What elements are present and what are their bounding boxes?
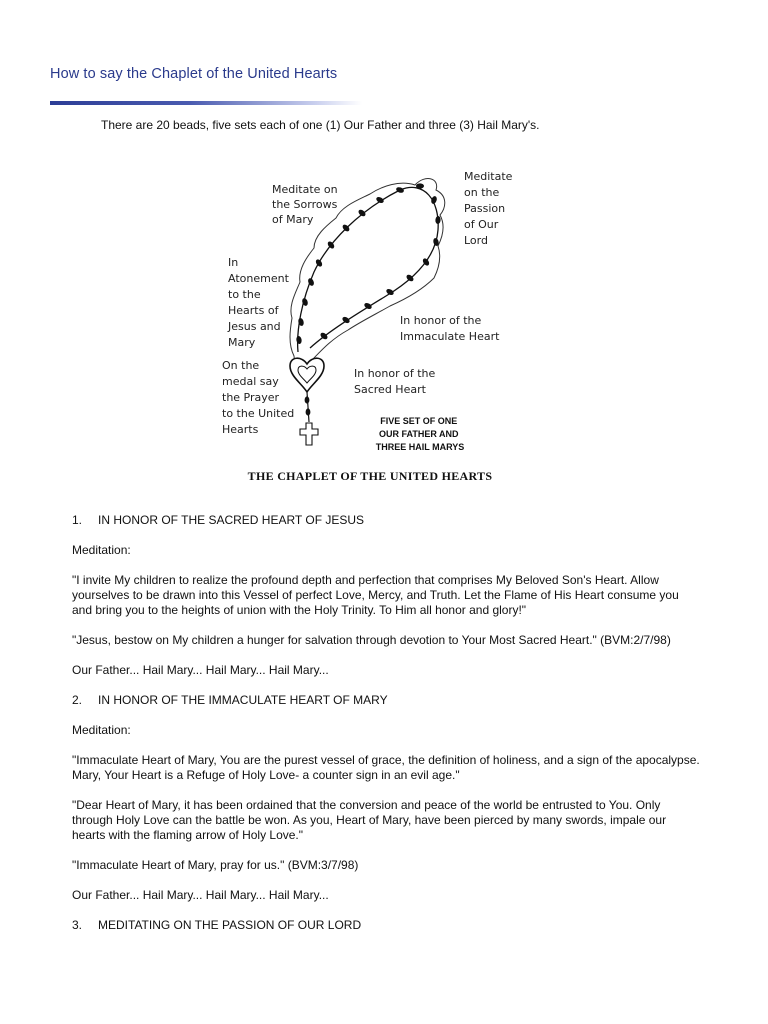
intro-text: There are 20 beads, five sets each of one (1) Our Father and three (3) Hail Mary's. bbox=[101, 118, 540, 132]
section-heading bbox=[72, 513, 702, 528]
section-number: 2. bbox=[72, 693, 83, 707]
section-title: MEDITATING ON THE PASSION OF OUR LORD bbox=[98, 918, 362, 932]
chaplet-content bbox=[72, 513, 702, 948]
meditation-label: Meditation: bbox=[72, 723, 131, 737]
bead bbox=[315, 258, 324, 268]
meditation-label: Meditation: bbox=[72, 543, 131, 557]
section-heading bbox=[72, 693, 702, 708]
meditation-quote: "Jesus, bestow on My children a hunger for salvation through devotion to Your Most Sacred Heart." (BVM:2/7/98) bbox=[72, 633, 671, 647]
bead bbox=[435, 216, 441, 224]
bead bbox=[395, 186, 404, 194]
label-immaculate: In honor of the Immaculate Heart bbox=[400, 314, 500, 343]
section-title: IN HONOR OF THE SACRED HEART OF JESUS bbox=[98, 513, 365, 527]
bead bbox=[305, 396, 310, 403]
rosary-string bbox=[298, 187, 439, 352]
section-title: IN HONOR OF THE IMMACULATE HEART OF MARY bbox=[98, 693, 388, 707]
section-number: 3. bbox=[72, 918, 83, 932]
prayer-sequence: Our Father... Hail Mary... Hail Mary... Hail Mary... bbox=[72, 888, 329, 902]
section-heading bbox=[72, 918, 702, 933]
label-five-set: FIVE SET OF ONE OUR FATHER AND THREE HAIL MARYS bbox=[375, 416, 465, 452]
meditation-quote: "I invite My children to realize the profound depth and perfection that comprises My Beloved Son's Heart. Allow yourselves to be drawn into this Vessel of perfect Love, Mercy, and Truth. Let the Flame of His Heart consume you and bring you to the heights of union with the Holy Trinity. To Him all honor and glory!" bbox=[72, 573, 679, 617]
meditation-quote: "Dear Heart of Mary, it has been ordained that the conversion and peace of the world be entrusted to You. Only through Holy Love can the battle be won. As you, Heart of Mary, have been pierced by many swords, impale our hearts with the flaming arrow of Holy Love." bbox=[72, 798, 667, 842]
bead bbox=[430, 195, 438, 204]
prayer-sequence: Our Father... Hail Mary... Hail Mary... Hail Mary... bbox=[72, 663, 329, 677]
bead bbox=[296, 336, 303, 345]
label-medal: On the medal say the Prayer to the United Hearts bbox=[222, 359, 295, 436]
label-sacred: In honor of the Sacred Heart bbox=[354, 367, 436, 396]
meditation-quote: "Immaculate Heart of Mary, pray for us." (BVM:3/7/98) bbox=[72, 858, 359, 872]
meditation-quote: "Immaculate Heart of Mary, You are the purest vessel of grace, the definition of holiness, and a sign of the apocalypse. Mary, Your Heart is a Refuge of Holy Love- a counter sign in an evil age." bbox=[72, 753, 700, 782]
bead bbox=[416, 183, 424, 188]
label-atonement: In Atonement to the Hearts of Jesus and Mary bbox=[228, 256, 289, 349]
label-passion: Meditate on the Passion of Our Lord bbox=[464, 170, 513, 247]
label-sorrows: Meditate on the Sorrows of Mary bbox=[272, 183, 338, 226]
chaplet-diagram bbox=[210, 160, 530, 490]
page-title: How to say the Chaplet of the United Hearts bbox=[50, 66, 338, 82]
diagram-caption: THE CHAPLET OF THE UNITED HEARTS bbox=[247, 469, 493, 483]
chaplet-diagram-svg bbox=[210, 160, 530, 490]
heart-medal-icon bbox=[290, 358, 324, 392]
cross-icon bbox=[300, 423, 318, 445]
section-number: 1. bbox=[72, 513, 83, 527]
title-underline bbox=[50, 101, 362, 105]
bead bbox=[306, 408, 311, 415]
